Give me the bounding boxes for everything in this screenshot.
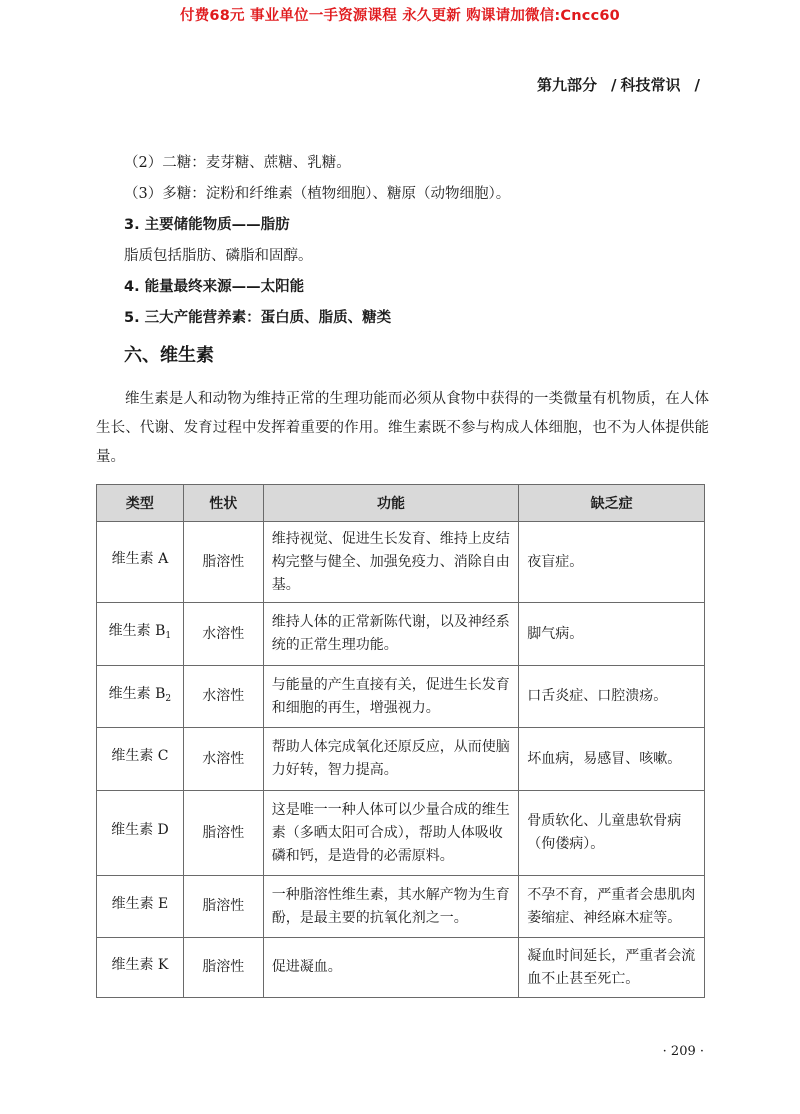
cell-property: 水溶性 (183, 728, 263, 791)
table-row (97, 666, 705, 728)
body-lines (124, 148, 709, 334)
table-row (97, 938, 705, 998)
cell-property: 脂溶性 (183, 522, 263, 603)
header-end-separator: / (694, 76, 700, 94)
text-line: 脂质包括脂肪、磷脂和固醇。 (124, 248, 313, 264)
cell-property: 脂溶性 (183, 938, 263, 998)
cell-property: 水溶性 (183, 603, 263, 666)
intro-paragraph: 维生素是人和动物为维持正常的生理功能而必须从食物中获得的一类微量有机物质，在人体生长、代谢、发育过程中发挥着重要的作用。维生素既不参与构成人体细胞，也不为人体提供能量。 (96, 391, 709, 465)
cell-type: 维生素 E (97, 876, 184, 938)
watermark-banner: 付费68元 事业单位一手资源课程 永久更新 购课请加微信:Cncc60 (180, 8, 620, 24)
cell-deficiency: 口舌炎症、口腔溃疡。 (519, 666, 705, 728)
header-property: 性状 (183, 485, 263, 522)
cell-property: 脂溶性 (183, 876, 263, 938)
cell-type: 维生素 A (97, 522, 184, 603)
header-function: 功能 (263, 485, 519, 522)
cell-type: 维生素 $B_1$ (97, 603, 184, 666)
cell-type: 维生素 D (97, 791, 184, 876)
cell-function: 与能量的产生直接有关，促进生长发育和细胞的再生，增强视力。 (263, 666, 519, 728)
text-line: （3）多糖：淀粉和纤维素（植物细胞）、糖原（动物细胞）。 (124, 186, 511, 202)
table-row (97, 791, 705, 876)
cell-deficiency: 骨质软化、儿童患软骨病（佝偻病）。 (519, 791, 705, 876)
header-topic: 科技常识 (620, 76, 681, 94)
cell-deficiency: 坏血病，易感冒、咳嗽。 (519, 728, 705, 791)
cell-property: 水溶性 (183, 666, 263, 728)
subheading: 4. 能量最终来源——太阳能 (124, 279, 305, 295)
cell-deficiency: 不孕不育，严重者会患肌肉萎缩症、神经麻木症等。 (519, 876, 705, 938)
subheading: 5. 三大产能营养素：蛋白质、脂质、糖类 (124, 310, 392, 326)
cell-function: 帮助人体完成氧化还原反应，从而使脑力好转，智力提高。 (263, 728, 519, 791)
header-separator: / (611, 76, 617, 94)
table-header-row (97, 485, 705, 522)
cell-function: 一种脂溶性维生素，其水解产物为生育酚，是最主要的抗氧化剂之一。 (263, 876, 519, 938)
cell-deficiency: 凝血时间延长，严重者会流血不止甚至死亡。 (519, 938, 705, 998)
cell-function: 维持人体的正常新陈代谢，以及神经系统的正常生理功能。 (263, 603, 519, 666)
cell-function: 这是唯一一种人体可以少量合成的维生素（多晒太阳可合成），帮助人体吸收磷和钙，是造骨的必需原料。 (263, 791, 519, 876)
table-row (97, 522, 705, 603)
cell-type: 维生素 K (97, 938, 184, 998)
cell-deficiency: 脚气病。 (519, 603, 705, 666)
running-header (537, 74, 704, 95)
header-type: 类型 (97, 485, 184, 522)
cell-property: 脂溶性 (183, 791, 263, 876)
table-row (97, 728, 705, 791)
header-part: 第九部分 (537, 76, 598, 94)
cell-function: 维持视觉、促进生长发育、维持上皮结构完整与健全、加强免疫力、消除自由基。 (263, 522, 519, 603)
vitamin-table (96, 484, 705, 998)
cell-type: 维生素 C (97, 728, 184, 791)
section-title: 六、维生素 (124, 345, 214, 366)
cell-function: 促进凝血。 (263, 938, 519, 998)
cell-type: 维生素 $B_2$ (97, 666, 184, 728)
table-row (97, 876, 705, 938)
page-number: · 209 · (662, 1044, 704, 1059)
text-line: （2）二糖：麦芽糖、蔗糖、乳糖。 (124, 155, 351, 171)
cell-deficiency: 夜盲症。 (519, 522, 705, 603)
table-row (97, 603, 705, 666)
subheading: 3. 主要储能物质——脂肪 (124, 217, 290, 233)
header-deficiency: 缺乏症 (519, 485, 705, 522)
